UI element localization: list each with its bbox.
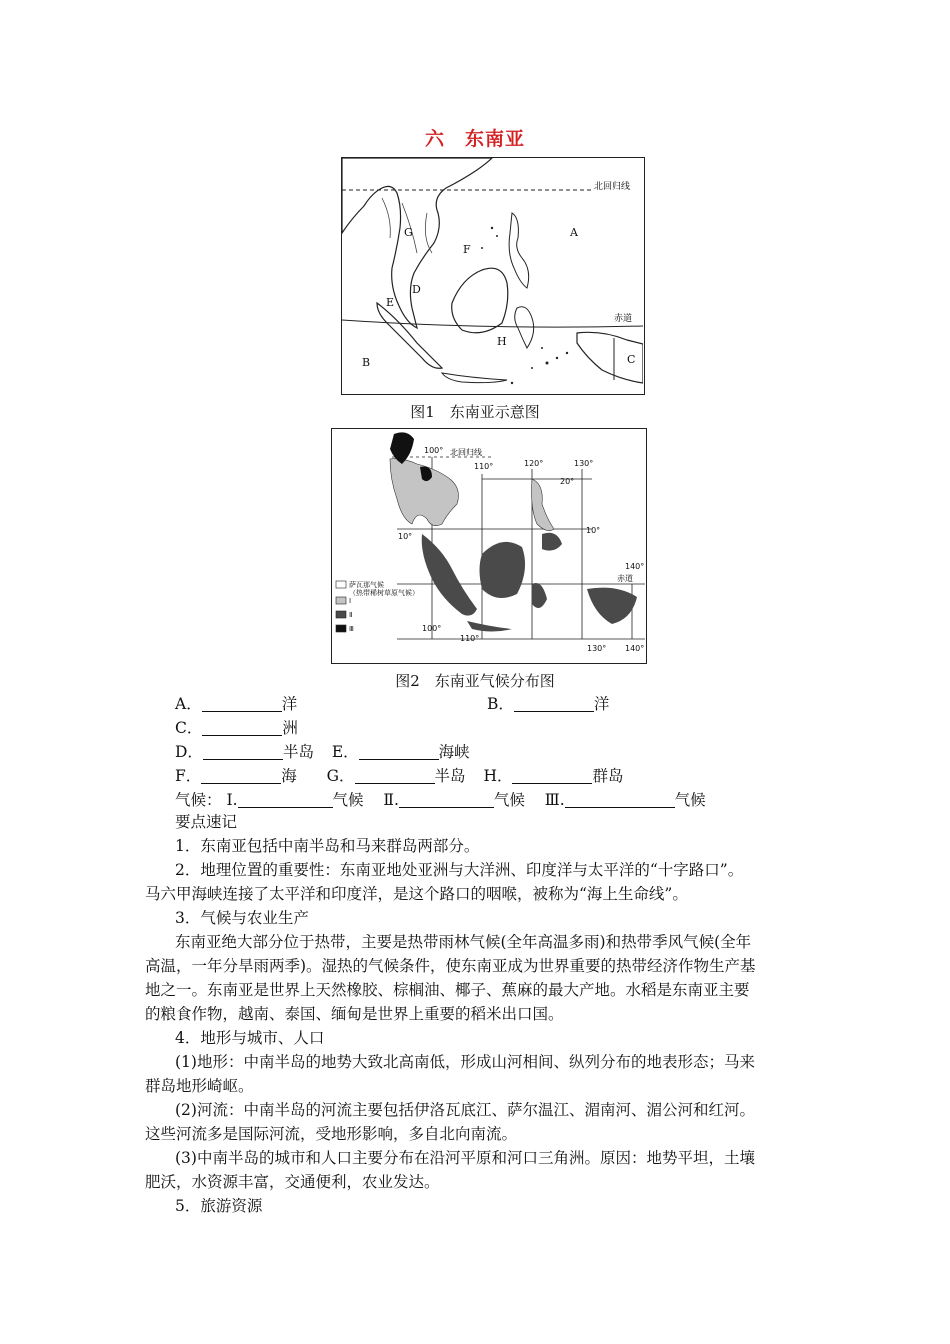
answer-blank-d[interactable]	[203, 743, 283, 760]
note-3: 3．气候与农业生产	[175, 909, 309, 927]
lon-130-bottom: 130°	[587, 644, 607, 653]
climate-zone-2e	[587, 588, 637, 624]
lon-130-top: 130°	[574, 459, 594, 468]
note-4c: (2)河流：中南半岛的河流主要包括伊洛瓦底江、萨尔温江、湄南河、湄公河和红河。	[175, 1101, 755, 1119]
question-b: B． 洋	[487, 695, 610, 713]
southeast-asia-map	[341, 157, 645, 395]
note-1: 1．东南亚包括中南半岛和马来群岛两部分。	[175, 837, 480, 855]
lon-140-bottom: 140°	[625, 644, 645, 653]
climate-zone-2d	[532, 583, 547, 608]
small-islands	[481, 227, 568, 384]
label-b: B	[362, 356, 371, 369]
label-a: A	[570, 226, 578, 239]
lon-110-bottom: 110°	[460, 634, 480, 643]
label-g: G	[404, 226, 413, 239]
note-4e: (3)中南半岛的城市和人口主要分布在沿河平原和河口三角洲。原因：地势平坦，土壤	[175, 1149, 755, 1167]
label-f: F	[463, 243, 471, 256]
note-4f: 肥沃，水资源丰富，交通便利，农业发达。	[145, 1173, 440, 1191]
legend-iii: Ⅲ	[349, 625, 354, 633]
lat-10-left: 10°	[398, 532, 413, 541]
answer-blank-h[interactable]	[512, 767, 592, 784]
map1-drawing	[342, 158, 643, 393]
philippines-outline	[509, 213, 529, 288]
map2-drawing	[332, 429, 645, 662]
answer-blank-climate-ii[interactable]	[399, 791, 494, 808]
answer-blank-a[interactable]	[202, 695, 282, 712]
question-d-e: D． 半岛 E． 海峡	[175, 743, 470, 761]
lon-100-top: 100°	[424, 446, 444, 455]
label-e: E	[386, 296, 395, 309]
answer-blank-b[interactable]	[514, 695, 594, 712]
climate-zone-2	[422, 534, 477, 616]
label-c: C	[627, 353, 636, 366]
note-4d: 这些河流多是国际河流，受地形影响，多自北向南流。	[145, 1125, 518, 1143]
climate-zone-2c	[542, 533, 562, 551]
answer-blank-c[interactable]	[202, 719, 282, 736]
sumatra-outline	[377, 303, 442, 368]
answer-blank-f[interactable]	[201, 767, 281, 784]
legend	[336, 580, 419, 633]
note-4a: (1)地形：中南半岛的地势大致北高南低，形成山河相间、纵列分布的地表形态；马来	[175, 1053, 755, 1071]
legend-i: Ⅰ	[349, 597, 352, 605]
figure1-caption: 图1 东南亚示意图	[410, 403, 540, 421]
climate-zone-2b	[480, 542, 526, 598]
page-title: 六 东南亚	[424, 128, 525, 150]
legend-ii: Ⅱ	[349, 611, 353, 619]
answer-blank-climate-iii[interactable]	[565, 791, 675, 808]
climate-zone-1b	[532, 479, 554, 531]
note-3b: 高温，一年分旱雨两季)。湿热的气候条件，使东南亚成为世界重要的热带经济作物生产基	[145, 957, 756, 975]
figure2-caption: 图2 东南亚气候分布图	[395, 672, 555, 690]
note-5: 5．旅游资源	[175, 1197, 263, 1215]
java-outline	[442, 373, 507, 383]
answer-blank-g[interactable]	[355, 767, 435, 784]
note-2b: 马六甲海峡连接了太平洋和印度洋，是这个路口的咽喉，被称为“海上生命线”。	[145, 885, 688, 903]
key-notes	[145, 810, 815, 1218]
note-2a: 2．地理位置的重要性：东南亚地处亚洲与大洋洲、印度洋与太平洋的“十字路口”。	[175, 861, 744, 879]
lat-20: 20°	[560, 477, 575, 486]
note-3c: 地之一。东南亚是世界上天然橡胶、棕榈油、椰子、蕉麻的最大产地。水稻是东南亚主要	[145, 981, 750, 999]
question-f-g-h: F． 海 G． 半岛 H． 群岛	[175, 767, 624, 785]
label-h: H	[497, 335, 507, 348]
question-climate: 气候： Ⅰ. 气候 Ⅱ. 气候 Ⅲ. 气候	[175, 791, 706, 809]
notes-heading: 要点速记	[175, 813, 238, 831]
tropic-label: 北回归线	[594, 182, 631, 192]
borneo-outline	[452, 268, 508, 333]
note-3a: 东南亚绝大部分位于热带，主要是热带雨林气候(全年高温多雨)和热带季风气候(全年	[175, 933, 752, 951]
question-c: C． 洲	[175, 719, 298, 737]
note-4: 4．地形与城市、人口	[175, 1029, 325, 1047]
tropic-label-2: 北回归线	[450, 448, 482, 457]
legend-savanna: 萨瓦那气候	[349, 581, 384, 589]
climate-map	[331, 428, 647, 664]
note-4b: 群岛地形崎岖。	[145, 1077, 254, 1095]
lon-110-top: 110°	[474, 462, 494, 471]
answer-blank-climate-i[interactable]	[238, 791, 333, 808]
lon-120-top: 120°	[524, 459, 544, 468]
climate-zone-2f	[467, 621, 512, 632]
answer-blank-e[interactable]	[359, 743, 439, 760]
question-a: A． 洋	[175, 695, 298, 713]
label-d: D	[412, 283, 421, 296]
lon-100-bottom: 100°	[422, 624, 442, 633]
equator-label: 赤道	[614, 314, 633, 324]
lat-10-right: 10°	[586, 526, 601, 535]
lon-140-right: 140°	[625, 562, 645, 571]
legend-savanna-note: （热带稀树草原气候）	[349, 589, 419, 597]
equator-label-2: 赤道	[617, 574, 633, 583]
note-3d: 的粮食作物，越南、泰国、缅甸是世界上重要的稻米出口国。	[145, 1005, 564, 1023]
